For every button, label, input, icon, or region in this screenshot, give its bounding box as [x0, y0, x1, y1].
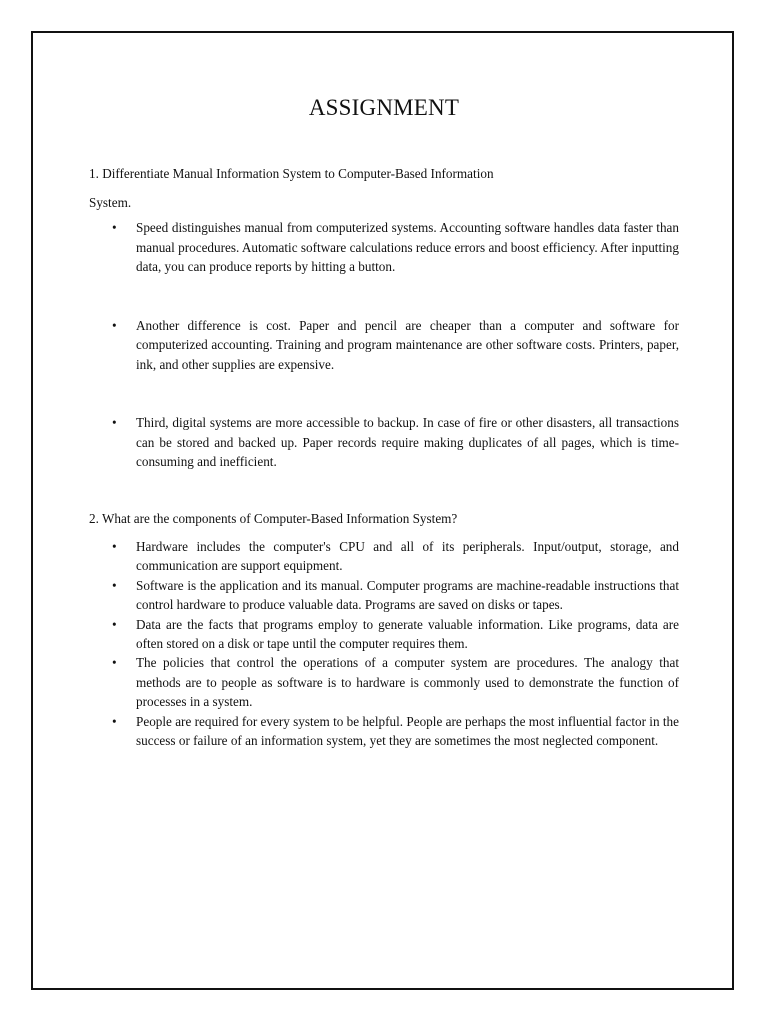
list-item [89, 316, 679, 375]
list-item [89, 413, 679, 472]
list-item-text: People are required for every system to be helpful. People are perhaps the most influential factor in the success or failure of an information system, yet they are sometimes the most neglected component. [136, 713, 679, 749]
list-item-text: Data are the facts that programs employ to generate valuable information. Like programs, data are often stored on a disk or tape until the computer requires them. [136, 616, 679, 652]
bullet-icon: • [112, 713, 117, 729]
list-item [89, 712, 679, 751]
document-body [89, 164, 679, 750]
list-item [89, 218, 679, 277]
question-2-answer-list [89, 537, 679, 750]
list-item-text: Software is the application and its manual. Computer programs are machine-readable instructions that control hardware to produce valuable data. Programs are saved on disks or tapes. [136, 577, 679, 613]
bullet-icon: • [112, 577, 117, 593]
list-item [89, 537, 679, 576]
question-1-answer-list [89, 218, 679, 472]
question-1-line-1: 1. Differentiate Manual Information System to Computer-Based Information [89, 166, 494, 181]
list-item [89, 576, 679, 615]
list-item-text: Third, digital systems are more accessible to backup. In case of fire or other disasters, all transactions can be stored and backed up. Paper records require making duplicates of all pages, which is time-consuming and inefficient. [136, 415, 679, 469]
list-item [89, 653, 679, 711]
list-item-text: Hardware includes the computer's CPU and all of its peripherals. Input/output, storage, and communication are support equipment. [136, 539, 679, 574]
question-2: 2. What are the components of Computer-Based Information System? [89, 510, 458, 526]
page-title: ASSIGNMENT [308, 95, 460, 120]
list-item-text: Another difference is cost. Paper and pencil are cheaper than a computer and software for computerized accounting. Training and program maintenance are other software costs. Printers, paper, ink, and other supplies are expensive. [136, 317, 679, 372]
bullet-icon: • [112, 616, 117, 632]
bullet-icon: • [112, 317, 117, 333]
list-item-text: Speed distinguishes manual from computerized systems. Accounting software handles data faster than manual procedures. Automatic software calculations reduce errors and boost efficiency. After inputting data, you can produce reports by hitting a button. [136, 220, 679, 274]
bullet-icon: • [112, 655, 117, 671]
bullet-icon: • [112, 220, 117, 235]
list-item [89, 615, 679, 654]
bullet-icon: • [112, 415, 117, 430]
list-item-text: The policies that control the operations of a computer system are procedures. The analogy that methods are to people as software is to hardware is commonly used to demonstrate the function of processes in a system. [136, 655, 679, 710]
bullet-icon: • [112, 539, 117, 554]
question-1-line-2: System. [89, 194, 132, 210]
